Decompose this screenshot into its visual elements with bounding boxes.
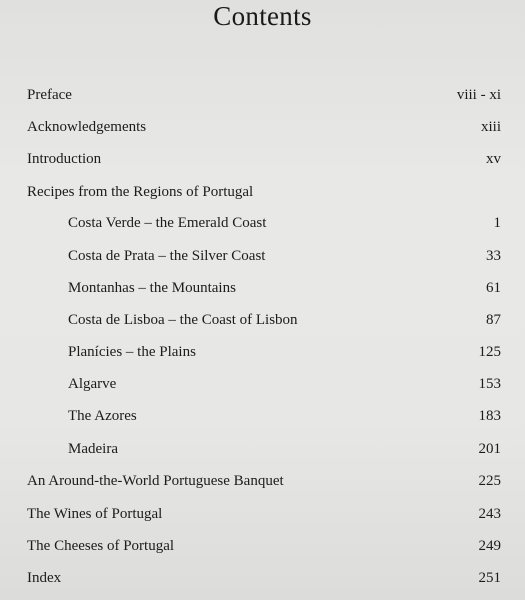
entry-page-number: 251	[478, 570, 501, 586]
entry-title: Algarve	[68, 376, 117, 392]
entry-page-number: xv	[486, 151, 501, 167]
entry-page-number: 61	[486, 280, 501, 296]
toc-entry-planicies[interactable]	[0, 340, 525, 364]
toc-entry-wines[interactable]	[0, 502, 525, 526]
toc-entry-montanhas[interactable]	[0, 276, 525, 300]
entry-title: Index	[27, 570, 62, 586]
entry-page-number: xiii	[480, 119, 501, 135]
toc-entry-costa-verde[interactable]	[0, 211, 525, 235]
entry-title: An Around-the-World Portuguese Banquet	[27, 473, 284, 489]
toc-entry-acknowledgements[interactable]	[0, 115, 525, 139]
entry-title: Montanhas – the Mountains	[68, 280, 236, 296]
toc-entry-banquet[interactable]	[0, 469, 525, 493]
entry-title: Madeira	[68, 441, 118, 457]
entry-title: Costa de Lisboa – the Coast of Lisbon	[68, 312, 298, 328]
entry-page-number: 225	[478, 473, 501, 489]
toc-entry-costa-de-prata[interactable]	[0, 244, 525, 268]
toc-entry-introduction[interactable]	[0, 147, 525, 171]
toc-entry-preface[interactable]	[0, 83, 525, 107]
toc-entry-cheeses[interactable]	[0, 534, 525, 558]
toc-entry-madeira[interactable]	[0, 437, 525, 461]
entry-page-number: viii - xi	[456, 87, 501, 103]
entry-title: Preface	[27, 87, 72, 103]
entry-page-number: 183	[478, 408, 501, 424]
entry-page-number: 1	[493, 215, 501, 231]
entry-page-number: 249	[478, 538, 501, 554]
entry-page-number: 153	[478, 376, 501, 392]
page-title: Contents	[213, 1, 312, 31]
toc-entry-recipes-regions[interactable]	[0, 180, 525, 204]
entry-page-number: 87	[486, 312, 501, 328]
toc-entry-algarve[interactable]	[0, 372, 525, 396]
entry-title: The Azores	[68, 408, 137, 424]
entry-title: Costa de Prata – the Silver Coast	[68, 248, 266, 264]
entry-page-number: 33	[486, 248, 501, 264]
entry-title: Acknowledgements	[27, 119, 147, 135]
entry-title: Costa Verde – the Emerald Coast	[68, 215, 267, 231]
entry-title: The Wines of Portugal	[27, 506, 163, 522]
entry-title: Recipes from the Regions of Portugal	[27, 184, 254, 200]
entry-page-number: 125	[478, 344, 501, 360]
entry-title: Introduction	[27, 151, 102, 167]
entry-page-number: 243	[478, 506, 501, 522]
toc-entry-index[interactable]	[0, 566, 525, 590]
toc-entry-costa-de-lisboa[interactable]	[0, 308, 525, 332]
toc-entry-azores[interactable]	[0, 404, 525, 428]
entry-page-number: 201	[478, 441, 501, 457]
entry-title: The Cheeses of Portugal	[27, 538, 175, 554]
entry-title: Planícies – the Plains	[68, 344, 196, 360]
